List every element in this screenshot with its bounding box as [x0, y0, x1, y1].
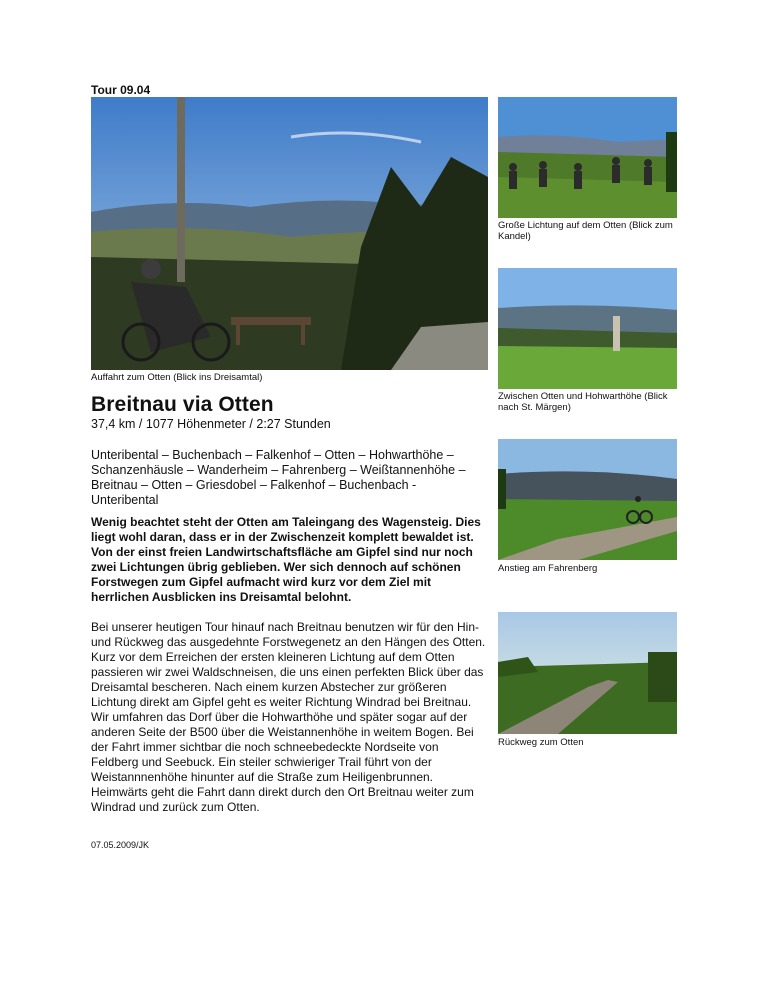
footer-date: 07.05.2009/JK [91, 840, 150, 850]
tour-label: Tour 09.04 [91, 83, 151, 97]
page-title: Breitnau via Otten [91, 393, 274, 416]
side-photo-4 [498, 612, 677, 734]
side-photo-3 [498, 439, 677, 560]
main-photo [91, 97, 488, 370]
tour-stats: 37,4 km / 1077 Höhenmeter / 2:27 Stunden [91, 417, 331, 431]
side-photo-1 [498, 97, 677, 218]
intro-paragraph: Wenig beachtet steht der Otten am Taleingang des Wagensteig. Dies liegt wohl daran, dass er in der Zwischenzeit komplett bewaldet ist. Von der einst freien Landwirtschaftsfläche am Gipfel sind nur noch zwei Lichtungen übrig geblieben. Wer sich dennoch auf schönen Forstwegen zum Gipfel aufmacht wird kurz vor dem Ziel mit herrlichen Ausblicken ins Dreisamtal belohnt. [91, 515, 481, 604]
side-photo-3-caption: Anstieg am Fahrenberg [498, 563, 598, 574]
body-paragraph: Bei unserer heutigen Tour hinauf nach Breitnau benutzen wir für den Hin- und Rückweg das ausgedehnte Forstwegenetz an den Hängen des Otten. Kurz vor dem Erreichen der ersten kleineren Lichtung auf dem Otten passieren wir zwei Waldschneisen, die uns einen perfekten Blick über das Dreisamtal bescheren. Nach einem kurzen Abstecher zur größeren Lichtung direkt am Gipfel geht es weiter Richtung Windrad bei Breitnau. Wir umfahren das Dorf über die Hohwarthöhe und später sogar auf der anderen Seite der B500 über die Weistannenhöhe in weitem Bogen. Bei der Fahrt immer sichtbar die noch schneebedeckte Nordseite von Feldberg und Seebuck. Ein steiler schwieriger Trail führt von der Weistannnenhöhe hinunter auf die Straße zum Heiligenbrunnen. Heimwärts geht die Fahrt dann direkt durch den Ort Breitnau weiter zum Windrad und zurück zum Otten. [91, 620, 486, 814]
route-description: Unteribental – Buchenbach – Falkenhof – Otten – Hohwarthöhe – Schanzenhäusle – Wanderheim – Fahrenberg – Weißtannenhöhe – Breitnau – Otten – Griesdobel – Falkenhof – Buchenbach - Unteribental [91, 448, 466, 507]
side-photo-4-caption: Rückweg zum Otten [498, 737, 584, 748]
side-photo-2 [498, 268, 677, 389]
side-photo-2-caption: Zwischen Otten und Hohwarthöhe (Blick nach St. Märgen) [498, 391, 668, 413]
side-photo-1-caption: Große Lichtung auf dem Otten (Blick zum Kandel) [498, 220, 673, 242]
main-photo-caption: Auffahrt zum Otten (Blick ins Dreisamtal) [91, 372, 263, 383]
